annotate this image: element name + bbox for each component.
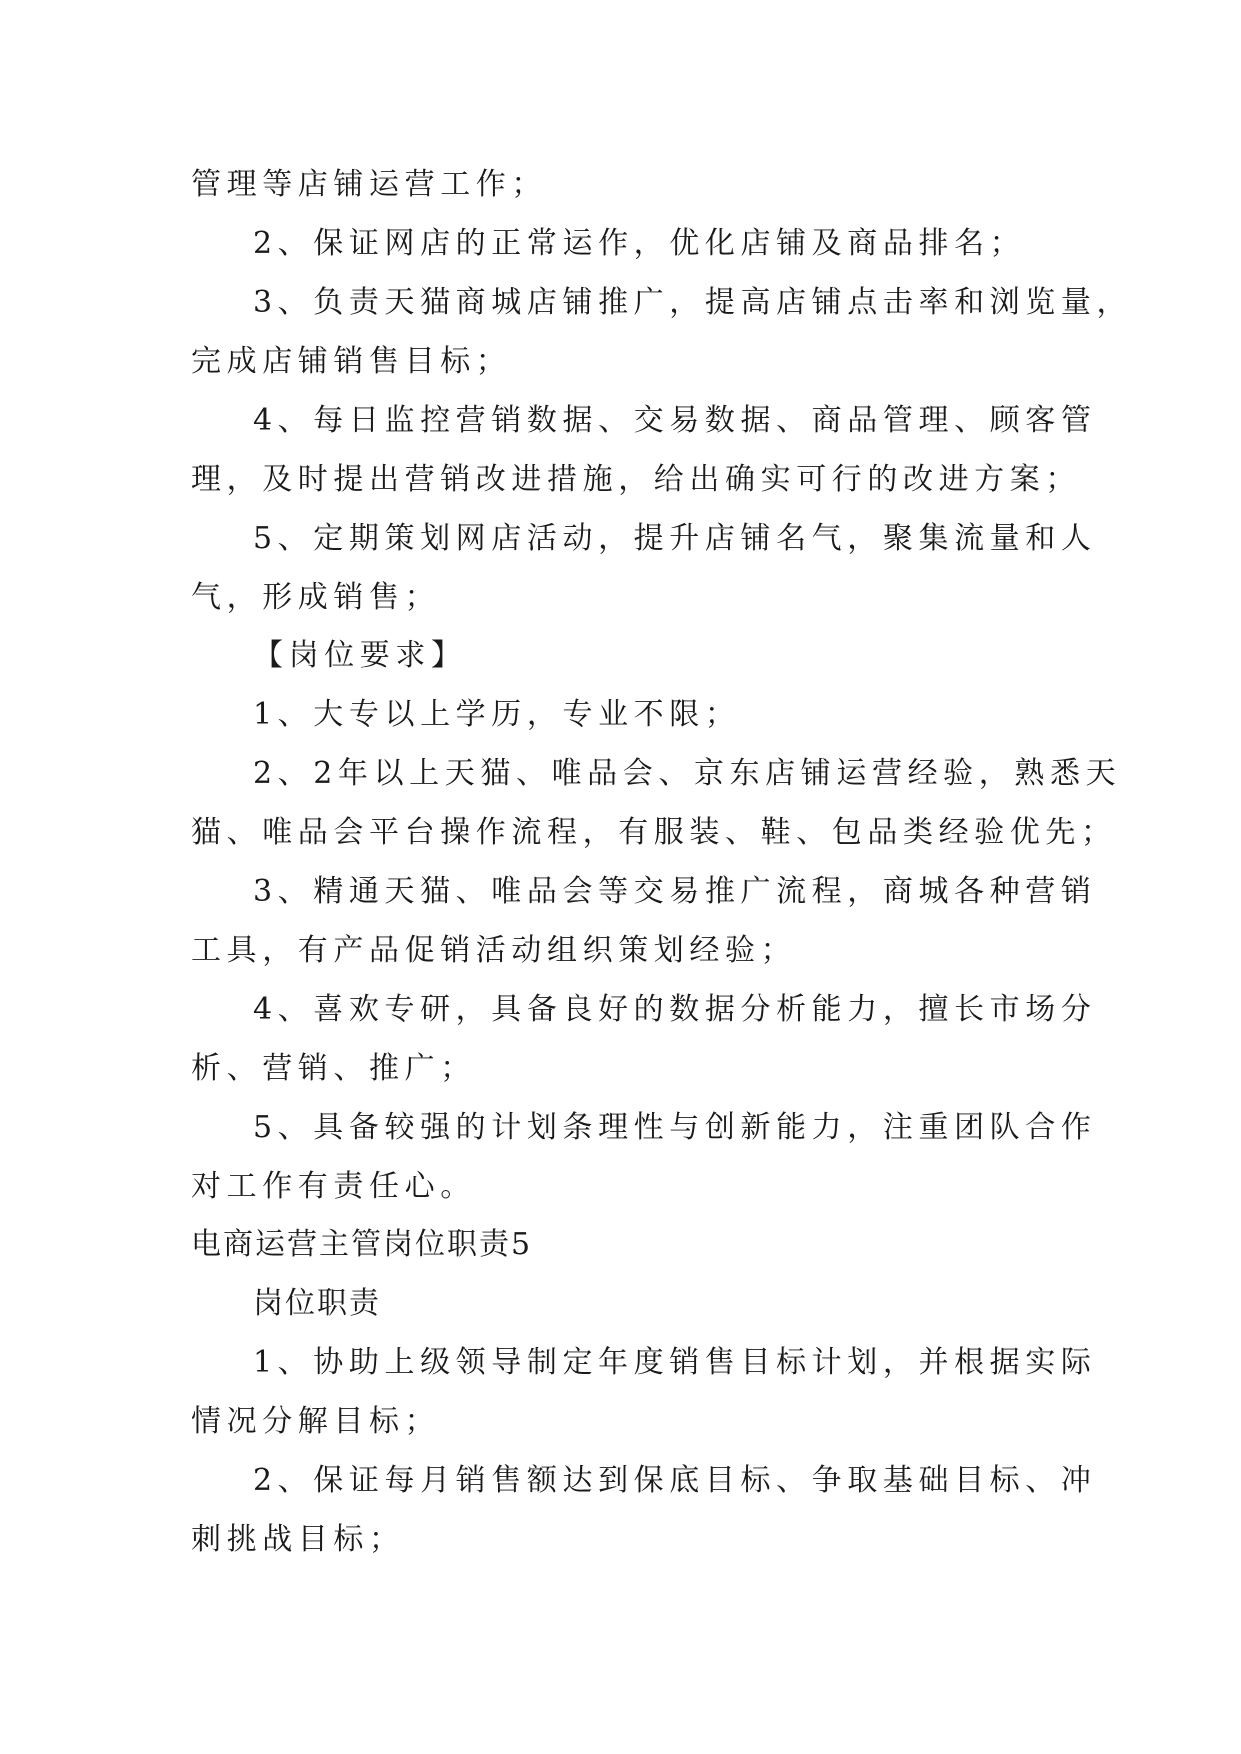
subsection-heading: 岗位职责: [253, 1286, 381, 1321]
body-text-line: 工具，有产品促销活动组织策划经验；: [191, 933, 797, 968]
list-item-line: 3、精通天猫、唯品会等交易推广流程，商城各种营销: [253, 874, 1097, 909]
body-text-line: 猫、唯品会平台操作流程，有服装、鞋、包品类经验优先；: [191, 815, 1117, 850]
list-item-line: 5、定期策划网店活动，提升店铺名气，聚集流量和人: [253, 521, 1097, 556]
body-text-line: 刺挑战目标；: [191, 1522, 405, 1557]
list-item-line: 2、保证网店的正常运作，优化店铺及商品排名；: [253, 226, 1026, 261]
list-item-line: 1、大专以上学历，专业不限；: [253, 697, 741, 732]
body-text-line: 完成店铺销售目标；: [191, 344, 512, 379]
body-text-line: 情况分解目标；: [191, 1404, 441, 1439]
list-item-line: 3、负责天猫商城店铺推广，提高店铺点击率和浏览量，: [253, 285, 1133, 320]
section-title: 电商运营主管岗位职责5: [191, 1227, 533, 1262]
section-heading: 【岗位要求】: [253, 638, 467, 673]
body-text-line: 理，及时提出营销改进措施，给出确实可行的改进方案；: [191, 462, 1081, 497]
body-text-line: 对工作有责任心。: [191, 1169, 476, 1204]
body-text-line: 气，形成销售；: [191, 580, 441, 615]
body-text-line: 析、营销、推广；: [191, 1051, 476, 1086]
list-item-line: 5、具备较强的计划条理性与创新能力，注重团队合作: [253, 1110, 1097, 1145]
list-item-line: 4、喜欢专研，具备良好的数据分析能力，擅长市场分: [253, 992, 1097, 1027]
list-item-line: 2、2年以上天猫、唯品会、京东店铺运营经验，熟悉天: [253, 756, 1122, 791]
list-item-line: 4、每日监控营销数据、交易数据、商品管理、顾客管: [253, 403, 1097, 438]
list-item-line: 2、保证每月销售额达到保底目标、争取基础目标、冲: [253, 1463, 1097, 1498]
list-item-line: 1、协助上级领导制定年度销售目标计划，并根据实际: [253, 1345, 1097, 1380]
body-text-line: 管理等店铺运营工作；: [191, 167, 547, 202]
